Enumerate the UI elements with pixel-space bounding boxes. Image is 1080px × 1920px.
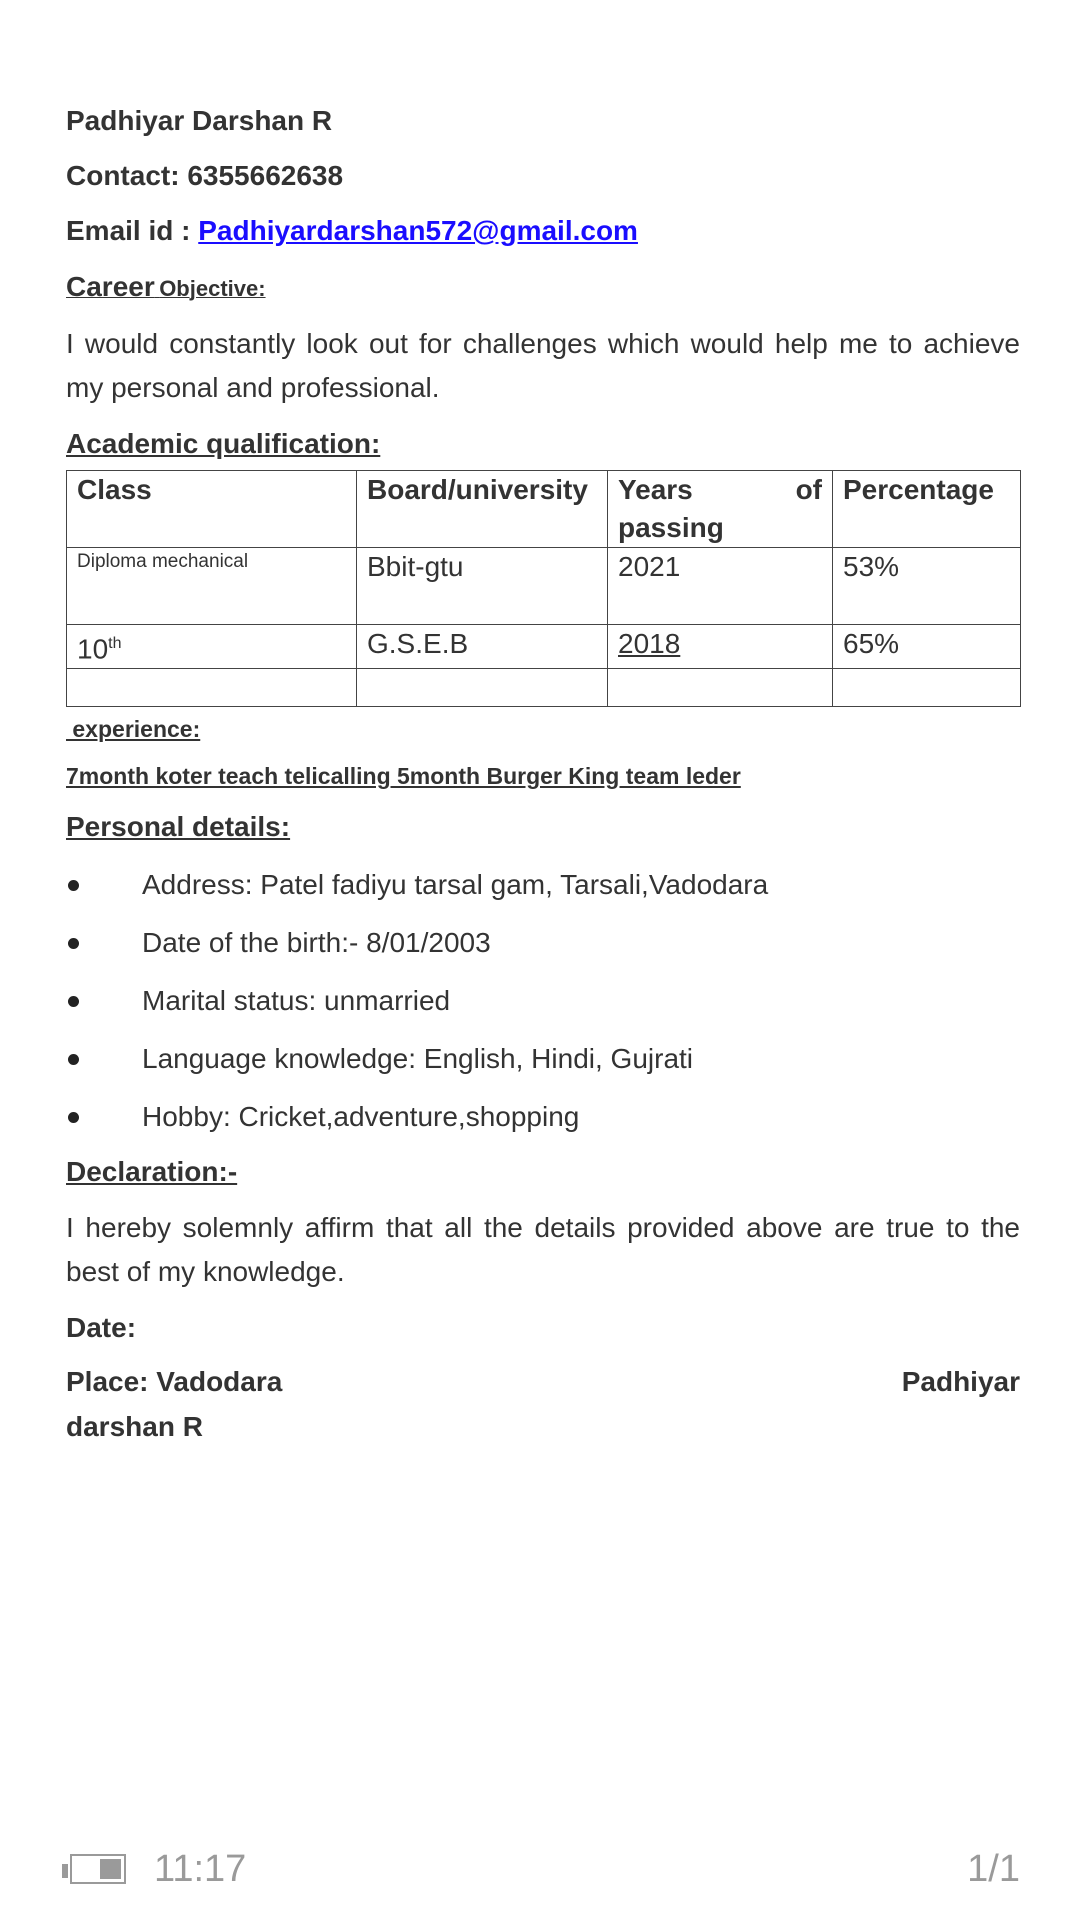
- battery-icon: [62, 1854, 132, 1888]
- page-indicator: 1/1: [967, 1848, 1020, 1890]
- list-item: [66, 1039, 1020, 1079]
- place-label: Place: Vadodara: [66, 1366, 283, 1397]
- header-years-of-passing: [608, 471, 833, 548]
- clock: 11:17: [154, 1848, 247, 1890]
- row2-year: 2018: [608, 625, 833, 669]
- personal-marital: Marital status: unmarried: [142, 985, 451, 1016]
- email-label: Email id :: [66, 215, 191, 246]
- email-link[interactable]: Padhiyardarshan572@gmail.com: [198, 215, 638, 246]
- row1-year: 2021: [608, 548, 833, 625]
- empty-cell: [608, 669, 833, 707]
- bullet-icon: [68, 938, 79, 949]
- personal-dob: Date of the birth:- 8/01/2003: [142, 927, 491, 958]
- list-item: [66, 981, 1020, 1021]
- candidate-name: Padhiyar Darshan R: [66, 105, 333, 136]
- bullet-icon: [68, 880, 79, 891]
- row2-class-main: 10: [77, 633, 109, 665]
- signature-first: Padhiyar: [901, 1366, 1020, 1397]
- table-row-empty: [67, 669, 1021, 707]
- academic-table: [66, 470, 1021, 707]
- list-item: [66, 923, 1020, 963]
- row2-class: [67, 625, 357, 669]
- declaration-text: I hereby solemnly affirm that all the details provided above are true to the best of my knowledge.: [66, 1212, 1020, 1287]
- table-header-row: [67, 471, 1021, 548]
- career-heading-word: Career: [66, 271, 155, 302]
- table-row: [67, 548, 1021, 625]
- contact-label: Contact:: [66, 160, 180, 191]
- row1-percentage: 53%: [833, 548, 1021, 625]
- contact-line: [66, 159, 343, 193]
- empty-cell: [357, 669, 608, 707]
- declaration-heading: Declaration:-: [66, 1156, 238, 1187]
- email-line: [66, 214, 638, 248]
- status-bar: [0, 1846, 1080, 1896]
- personal-hobby: Hobby: Cricket,adventure,shopping: [142, 1101, 580, 1132]
- row1-class: Diploma mechanical: [67, 548, 357, 625]
- career-objective-heading: [66, 270, 266, 304]
- empty-cell: [833, 669, 1021, 707]
- list-item: [66, 1097, 1020, 1137]
- contact-value: 6355662638: [187, 160, 344, 191]
- row2-class-sup: th: [108, 635, 122, 652]
- personal-address: Address: Patel fadiyu tarsal gam, Tarsali,Vadodara: [142, 869, 769, 900]
- career-objective-text: I would constantly look out for challenges which would help me to achieve my personal and professional.: [66, 328, 1020, 403]
- table-row: [67, 625, 1021, 669]
- row1-board: Bbit-gtu: [357, 548, 608, 625]
- experience-text: 7month koter teach telicalling 5month Burger King team leder: [66, 763, 741, 789]
- row2-percentage: 65%: [833, 625, 1021, 669]
- bullet-icon: [68, 1112, 79, 1123]
- header-board: Board/university: [357, 471, 608, 548]
- header-of-word: of: [795, 474, 822, 505]
- empty-cell: [67, 669, 357, 707]
- header-class: Class: [67, 471, 357, 548]
- career-heading-rest: Objective:: [159, 276, 266, 301]
- personal-languages: Language knowledge: English, Hindi, Gujrati: [142, 1043, 694, 1074]
- header-years-word: Years: [618, 474, 693, 505]
- experience-heading: experience:: [66, 716, 201, 742]
- bullet-icon: [68, 1054, 79, 1065]
- header-percentage: Percentage: [833, 471, 1021, 548]
- personal-details-heading: Personal details:: [66, 811, 291, 842]
- academic-heading: Academic qualification:: [66, 428, 381, 459]
- row2-board: G.S.E.B: [357, 625, 608, 669]
- list-item: [66, 865, 1020, 905]
- bullet-icon: [68, 996, 79, 1007]
- date-label: Date:: [66, 1312, 137, 1343]
- signature-second: darshan R: [66, 1411, 203, 1442]
- header-passing-word: passing: [618, 512, 724, 543]
